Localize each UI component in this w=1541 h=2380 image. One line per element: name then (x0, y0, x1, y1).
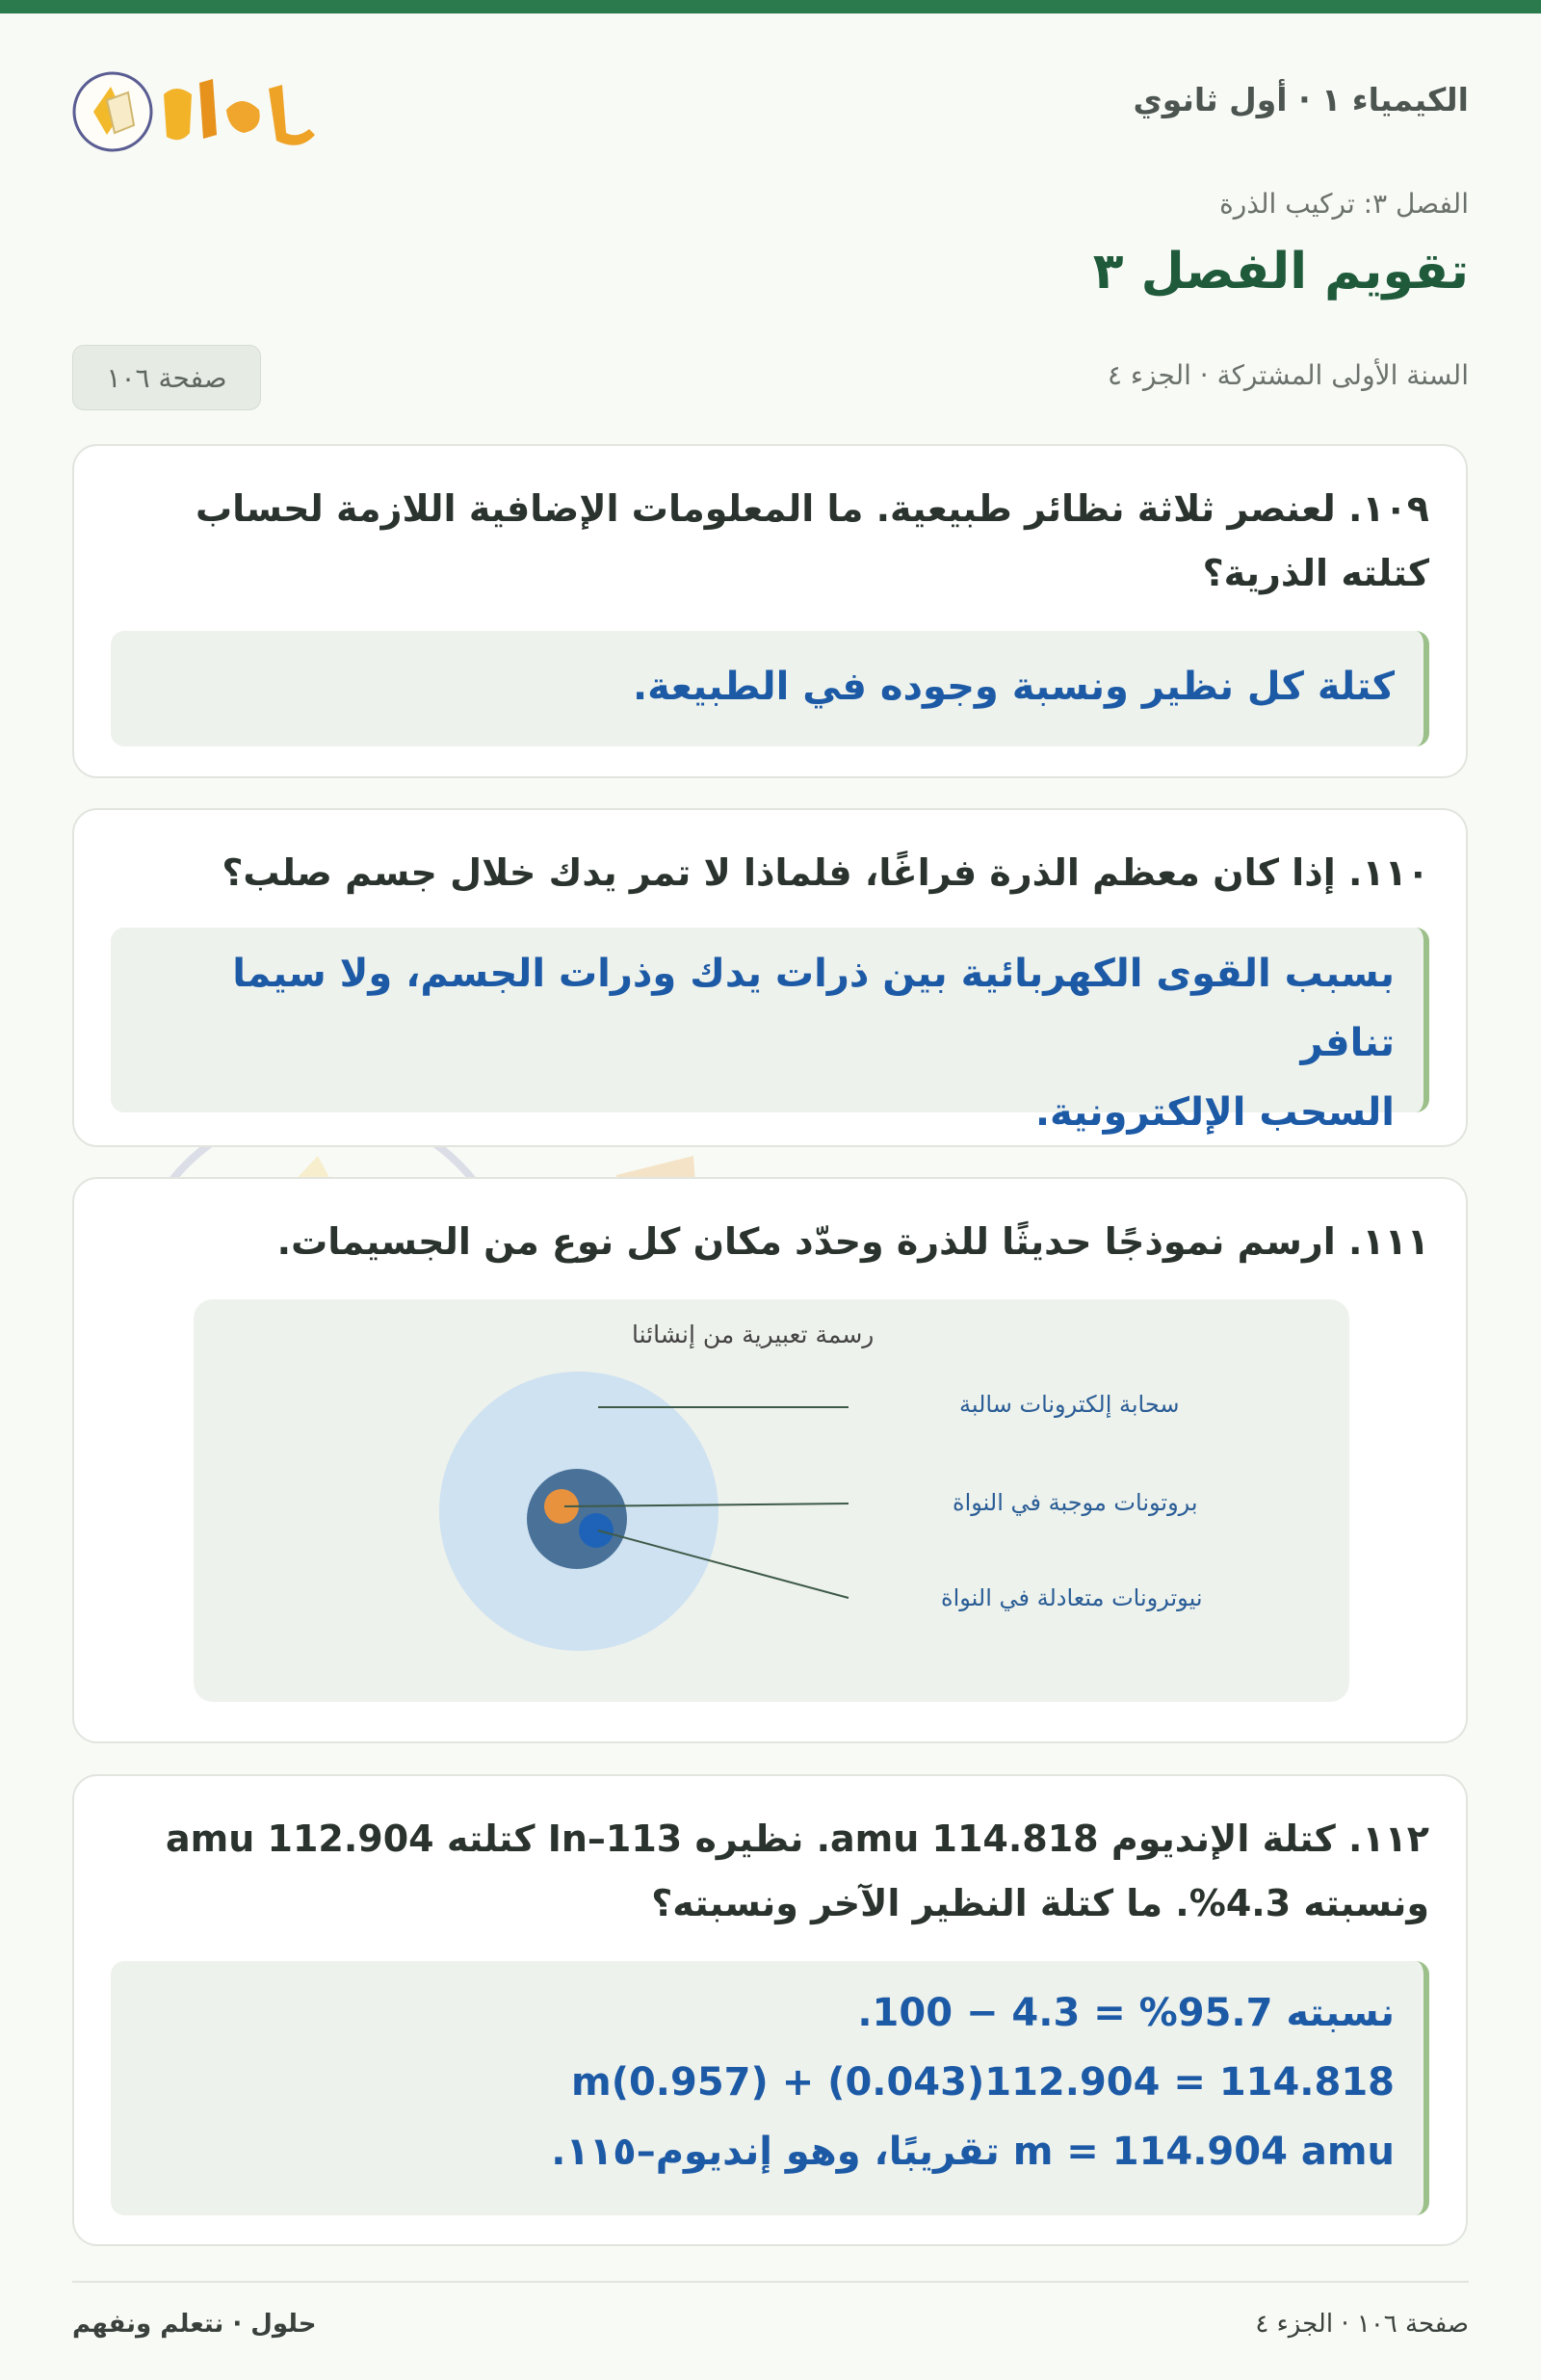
footer-divider (72, 2281, 1469, 2283)
book-meta: السنة الأولى المشتركة · الجزء ٤ (1107, 359, 1469, 391)
chapter-line: الفصل ٣: تركيب الذرة (1219, 188, 1469, 220)
footer-page-info: صفحة ١٠٦ · الجزء ٤ (1255, 2310, 1469, 2339)
label-electron-cloud: سحابة إلكترونات سالبة (959, 1391, 1180, 1418)
question-line: ١٠٩. لعنصر ثلاثة نظائر طبيعية. ما المعلومات الإضافية اللازمة لحساب (195, 487, 1429, 530)
top-accent-bar (0, 0, 1541, 13)
subject-title: الكيمياء ١ · أول ثانوي (1133, 81, 1469, 118)
question-card-112 (72, 1774, 1468, 2246)
neutron (579, 1513, 614, 1548)
atom-diagram (194, 1299, 1349, 1702)
answer-line: نسبته 95.7% = 4.3 − 100. (857, 1991, 1395, 2035)
hulul-logo-icon (72, 65, 323, 158)
footer-brand: حلول · نتعلم ونفهم (72, 2310, 317, 2339)
label-neutrons: نيوترونات متعادلة في النواة (941, 1584, 1203, 1611)
answer-line: السحب الإلكترونية. (1034, 1090, 1395, 1135)
question-text (111, 477, 1429, 606)
answer-box (111, 928, 1429, 1135)
question-card-109 (72, 444, 1468, 778)
nucleus (527, 1469, 627, 1569)
question-line: ١١٢. كتلة الإنديوم amu 114.818. نظيره In–113 كتلته amu 112.904 (165, 1818, 1429, 1860)
question-card-111 (72, 1177, 1468, 1743)
label-protons: بروتونات موجبة في النواة (953, 1489, 1198, 1516)
page-number-badge: صفحة ١٠٦ (72, 345, 261, 410)
answer-box (111, 631, 1429, 746)
question-text: ١١١. ارسم نموذجًا حديثًا للذرة وحدّد مكان كل نوع من الجسيمات. (276, 1220, 1429, 1263)
question-text (111, 1807, 1429, 1936)
question-text: ١١٠. إذا كان معظم الذرة فراغًا، فلماذا لا تمر يدك خلال جسم صلب؟ (222, 851, 1429, 894)
diagram-caption: رسمة تعبيرية من إنشائنا (632, 1321, 875, 1348)
answer-line: 114.818 = 112.904(0.043) + m(0.957) (571, 2060, 1395, 2105)
answer-text: كتلة كل نظير ونسبة وجوده في الطبيعة. (632, 665, 1395, 709)
question-line: كتلته الذرية؟ (1202, 552, 1429, 594)
page-header (72, 58, 1469, 154)
answer-box (111, 1961, 1429, 2215)
answer-line: بسبب القوى الكهربائية بين ذرات يدك وذرات الجسم، ولا سيما تنافر (232, 952, 1395, 1065)
question-line: ونسبته 4.3%. ما كتلة النظير الآخر ونسبته؟ (651, 1882, 1429, 1924)
page-title: تقويم الفصل ٣ (1092, 243, 1469, 301)
question-card-110 (72, 808, 1468, 1147)
answer-line: m = 114.904 amu تقريبًا، وهو إنديوم–١١٥. (551, 2130, 1395, 2174)
